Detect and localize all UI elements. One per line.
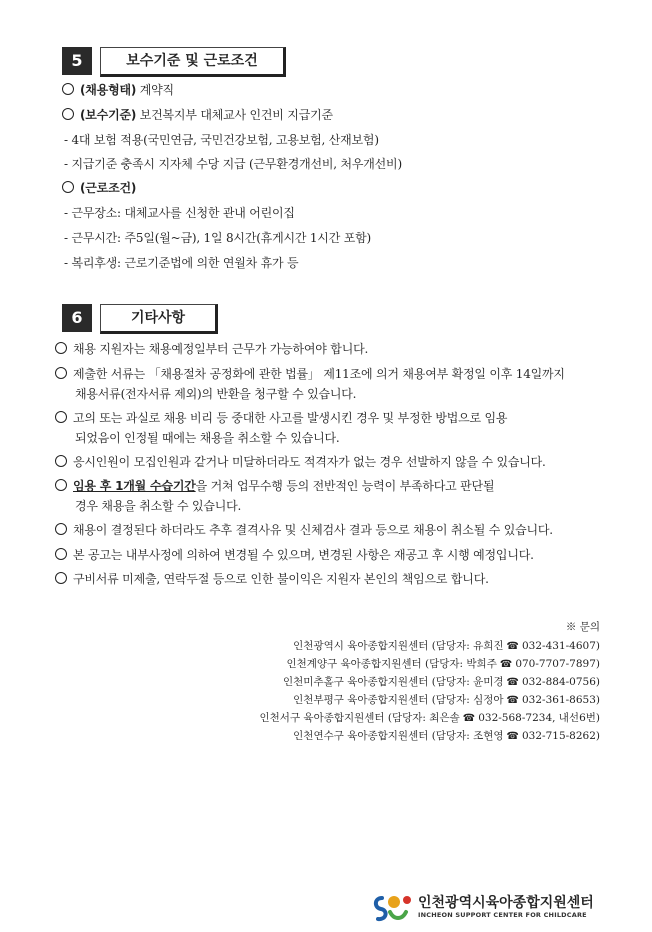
contact-row: 인천연수구 육아종합지원센터 (담당자: 조현영 ☎ 032-715-8262) (293, 730, 600, 742)
telephone-icon: ☎ (462, 713, 476, 724)
center-logo (372, 890, 602, 926)
circle-bullet-icon (55, 523, 67, 535)
logo-name: 인천광역시육아종합지원센터 (418, 895, 594, 911)
section6-title: 기타사항 (100, 304, 218, 334)
telephone-icon: ☎ (506, 731, 519, 742)
notice-item: 채용이 결정된다 하더라도 추후 결격사유 및 신체검사 결과 등으로 채용이 취소될 수 있습니다. (55, 522, 553, 538)
circle-bullet-icon (62, 108, 74, 120)
contact-row: 인천서구 육아종합지원센터 (담당자: 최은솔 ☎ 032-568-7234, 내선6번) (259, 712, 600, 724)
telephone-icon: ☎ (499, 659, 513, 670)
circle-bullet-icon (55, 479, 67, 491)
work-item: - 복리후생: 근로기준법에 의한 연월차 휴가 등 (64, 256, 299, 270)
circle-bullet-icon (55, 411, 67, 423)
circle-bullet-icon (55, 548, 67, 560)
work-item: - 근무장소: 대체교사를 신청한 관내 어린이집 (64, 206, 295, 220)
notice-item-cont: 경우 채용을 취소할 수 있습니다. (75, 499, 242, 513)
section6-header (62, 304, 220, 332)
contact-row: 인천미추홀구 육아종합지원센터 (담당자: 윤미경 ☎ 032-884-0756) (283, 676, 600, 688)
probation-period: 임용 후 1개월 수습기간 (73, 479, 196, 493)
logo-mark-icon (372, 890, 414, 924)
contact-row: 인천계양구 육아종합지원센터 (담당자: 박희주 ☎ 070-7707-7897) (286, 658, 600, 670)
section6-number: 6 (62, 304, 92, 332)
circle-bullet-icon (55, 572, 67, 584)
section5-title: 보수기준 및 근로조건 (100, 47, 286, 77)
notice-item-cont: 채용서류(전자서류 제외)의 반환을 청구할 수 있습니다. (75, 387, 357, 401)
contact-row: 인천광역시 육아종합지원센터 (담당자: 유희진 ☎ 032-431-4607) (293, 640, 600, 652)
notice-item: 고의 또는 과실로 채용 비리 등 중대한 사고를 발생시킨 경우 및 부정한 방법으로 임용 (55, 410, 507, 426)
circle-bullet-icon (55, 342, 67, 354)
circle-bullet-icon (55, 455, 67, 467)
notice-item: 구비서류 미제출, 연락두절 등으로 인한 불이익은 지원자 본인의 책임으로 합니다. (55, 571, 489, 587)
notice-item: 채용 지원자는 채용예정일부터 근무가 가능하여야 합니다. (55, 341, 368, 357)
circle-bullet-icon (62, 83, 74, 95)
work-line: (근로조건) (62, 180, 136, 196)
logo-subtitle: INCHEON SUPPORT CENTER FOR CHILDCARE (418, 911, 587, 919)
pay-item: - 4대 보험 적용(국민연금, 국민건강보험, 고용보험, 산재보험) (64, 133, 379, 147)
notice-item: 제출한 서류는 「채용절차 공정화에 관한 법률」 제11조에 의거 채용여부 확정일 이후 14일까지 (55, 366, 565, 382)
notice-item: 임용 후 1개월 수습기간을 거쳐 업무수행 등의 전반적인 능력이 부족하다고 판단될 (55, 478, 494, 494)
pay-line: (보수기준) 보건복지부 대체교사 인건비 지급기준 (62, 107, 333, 123)
contact-row: 인천부평구 육아종합지원센터 (담당자: 심정아 ☎ 032-361-8653) (293, 694, 600, 706)
circle-bullet-icon (55, 367, 67, 379)
section5-number: 5 (62, 47, 92, 75)
notice-item: 응시인원이 모집인원과 같거나 미달하더라도 적격자가 없는 경우 선발하지 않을 수 있습니다. (55, 454, 546, 470)
employment-type-line: (채용형태) 계약직 (62, 82, 174, 98)
notice-item: 본 공고는 내부사정에 의하여 변경될 수 있으며, 변경된 사항은 재공고 후 시행 예정입니다. (55, 547, 534, 563)
work-item: - 근무시간: 주5일(월~금), 1일 8시간(휴게시간 1시간 포함) (64, 231, 371, 245)
contact-heading: ※ 문의 (565, 621, 600, 633)
telephone-icon: ☎ (506, 641, 519, 652)
telephone-icon: ☎ (506, 695, 519, 706)
pay-item: - 지급기준 충족시 지자체 수당 지급 (근무환경개선비, 처우개선비) (64, 157, 402, 171)
section5-header (62, 47, 288, 75)
telephone-icon: ☎ (506, 677, 519, 688)
circle-bullet-icon (62, 181, 74, 193)
notice-item-cont: 되었음이 인정될 때에는 채용을 취소할 수 있습니다. (75, 431, 340, 445)
